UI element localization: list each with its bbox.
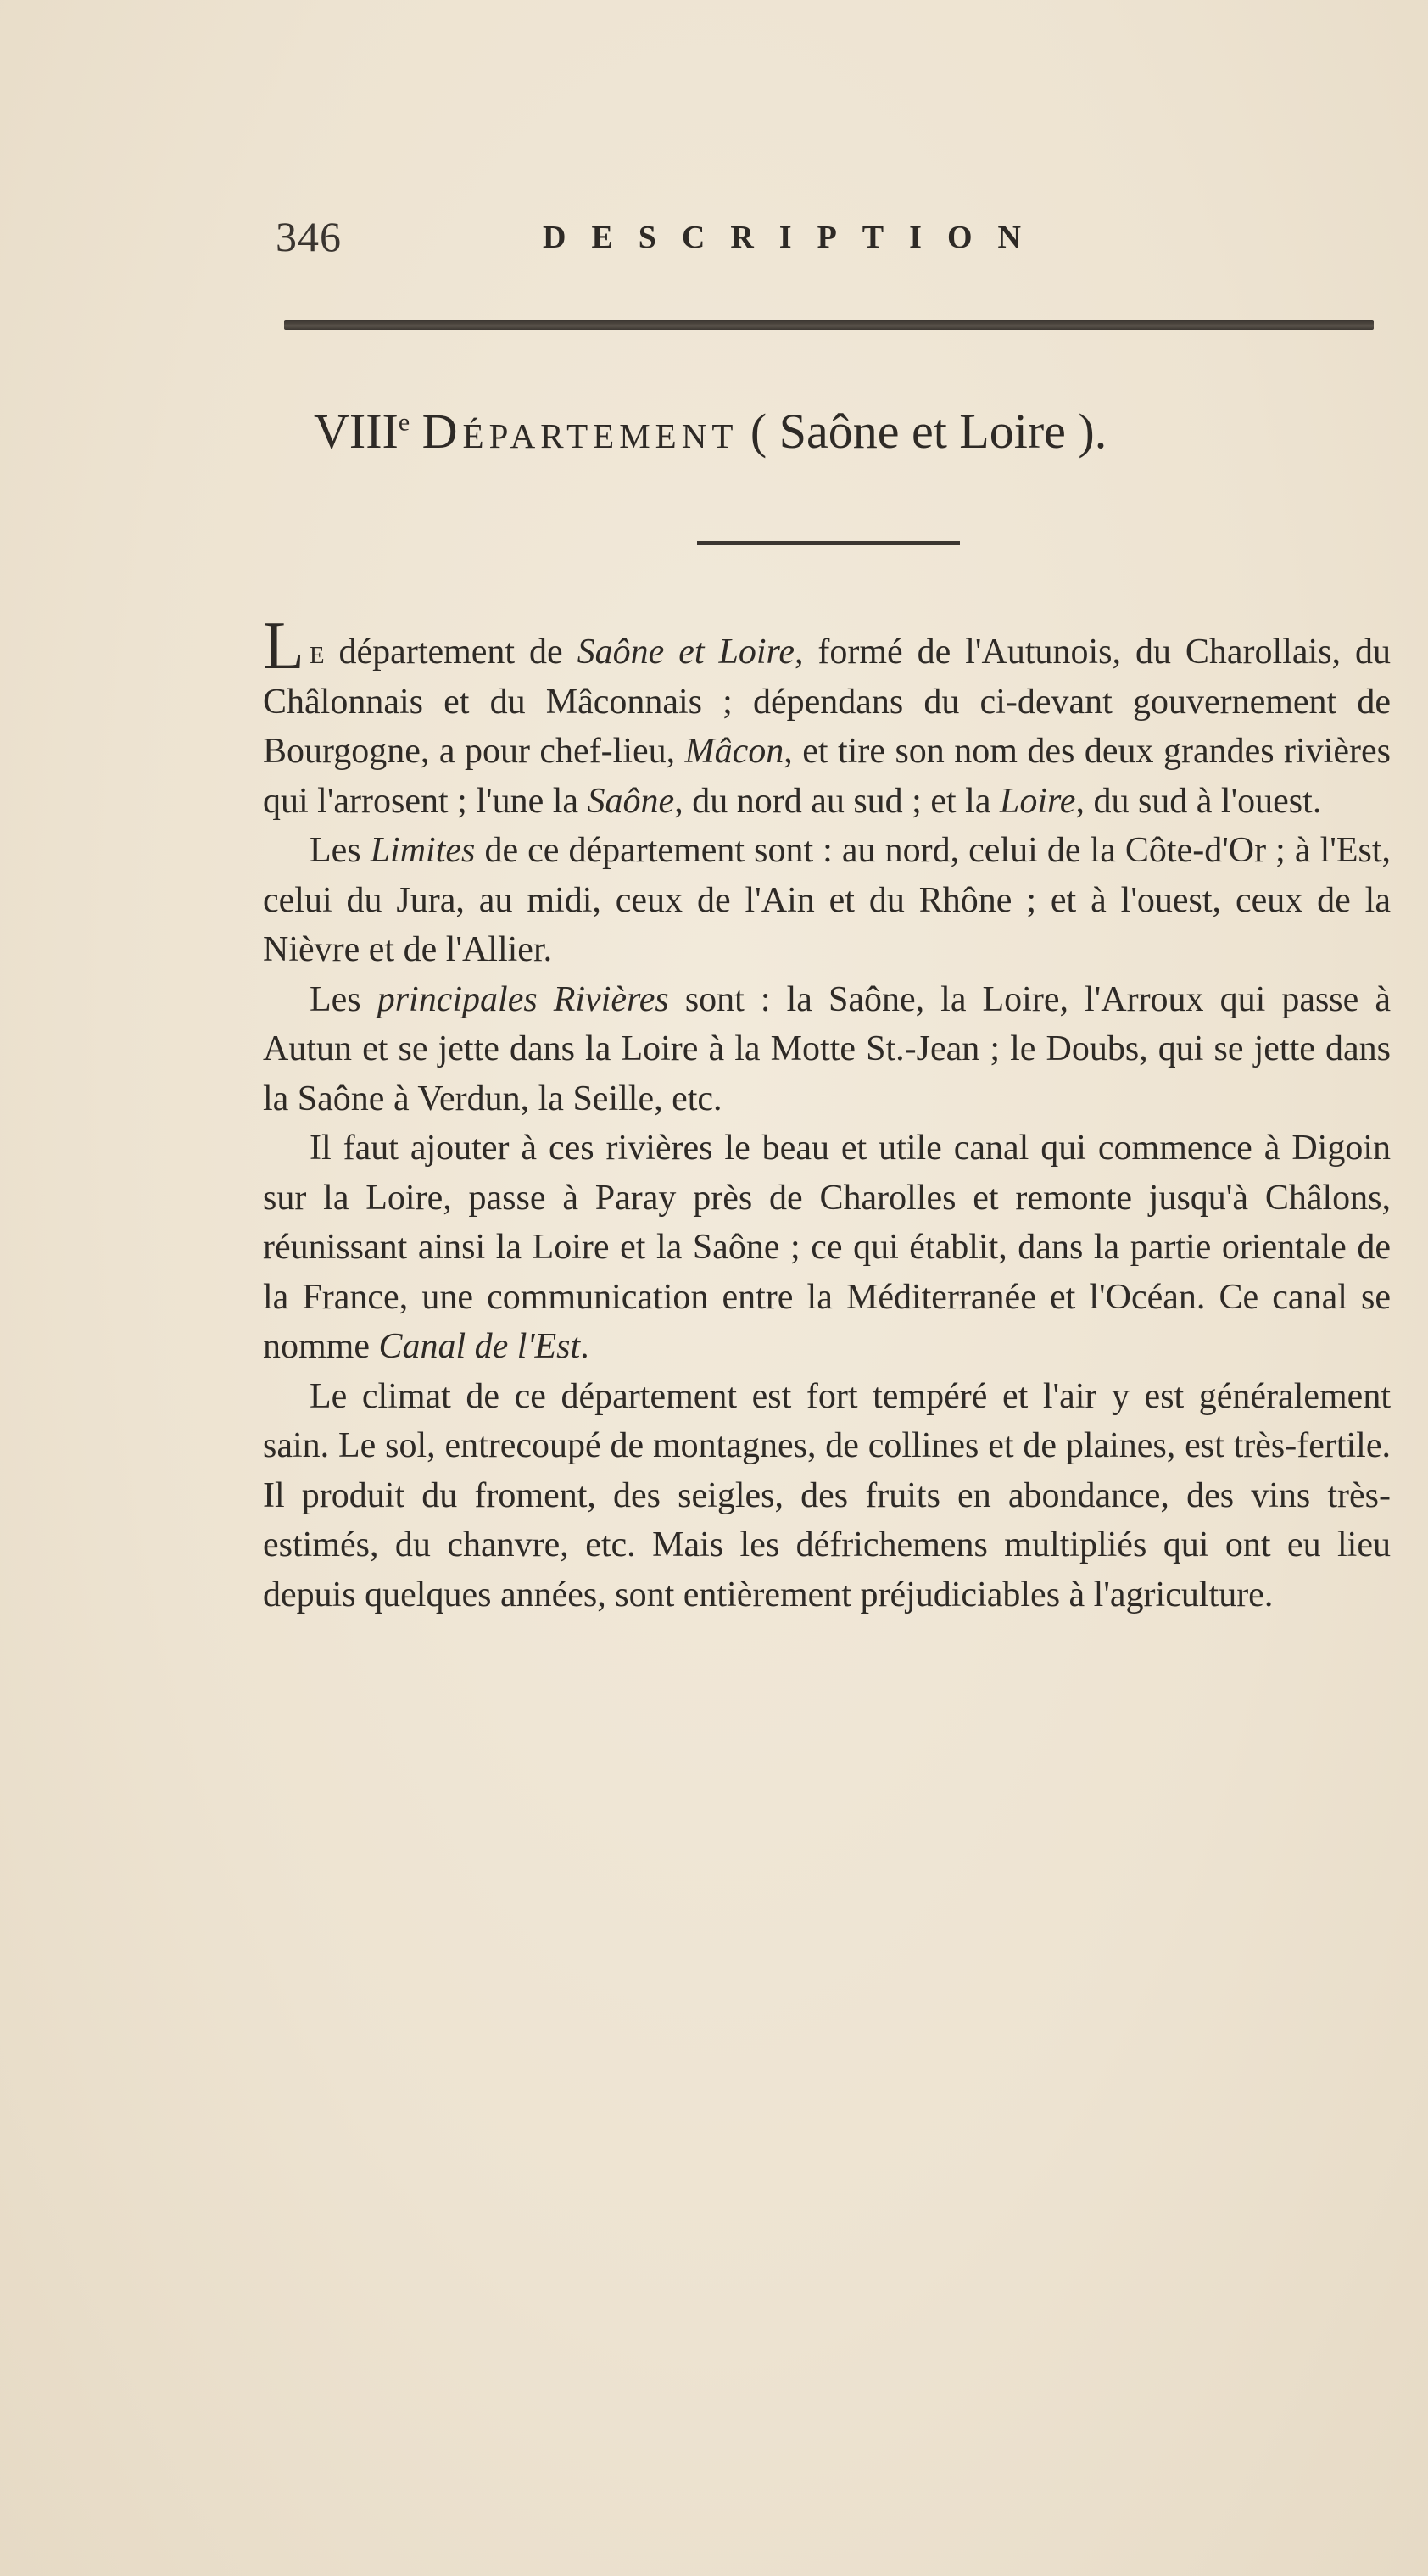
text-run: , et tire son nom des deux grandes rivières qui l'arrosent ; l'une la	[263, 732, 1391, 821]
running-title: DESCRIPTION	[543, 220, 1046, 255]
section-department-word: Département	[421, 404, 739, 459]
paragraph-intro	[263, 609, 1391, 826]
italic-run: Limites	[370, 831, 476, 870]
text-run: sont : la Saône, la Loire, l'Arroux qui passe à Autun et se jette dans la Loire à la Motte St.-Jean ; le Doubs, qui se jette dans la Saône à Verdun, la Seille, etc.	[263, 979, 1391, 1118]
section-divider	[697, 541, 960, 545]
paragraph-rivers	[263, 975, 1391, 1124]
paragraph-climate	[263, 1372, 1391, 1620]
text-run: Les	[310, 831, 371, 870]
text-run: de ce département sont : au nord, celui de la Côte-d'Or ; à l'Est, celui du Jura, au midi, ceux de l'Ain et du Rhône ; et à l'ouest, ceux de la Nièvre et de l'Allier.	[263, 831, 1391, 969]
paragraph-canal	[263, 1124, 1391, 1372]
text-run: Il faut ajouter à ces rivières le beau et utile canal qui commence à Digoin sur la Loire, passe à Paray près de Charolles et remonte jusqu'à Châlons, réunissant ainsi la Loire et la Saône ; ce qui établit, dans la partie orientale de la France, une communication entre la Méditerranée et l'Océan. Ce canal se nomme	[263, 1129, 1391, 1366]
drop-initial: L	[263, 609, 304, 683]
italic-run: Loire	[999, 781, 1076, 821]
text-run: .	[580, 1327, 589, 1366]
text-run: , du sud à l'ouest.	[1075, 781, 1322, 821]
text-run: Le climat de ce département est fort tempéré et l'air y est généralement sain. Le sol, entrecoupé de montagnes, de collines et de plaines, est très-fertile. Il produit du froment, des seigles, des fruits en abondance, des vins très-estimés, du chanvre, etc. Mais les défrichemens multipliés qui ont eu lieu depuis quelques années, sont entièrement préjudiciables à l'agriculture.	[263, 1376, 1391, 1614]
text-run: Les	[310, 979, 377, 1019]
italic-run: Mâcon	[684, 732, 784, 771]
header-rule	[284, 320, 1374, 330]
text-run: , du nord au sud ; et la	[674, 781, 1000, 821]
section-title	[314, 403, 1416, 460]
running-head	[276, 212, 1378, 263]
section-department-name: ( Saône et Loire ).	[750, 404, 1107, 459]
page-number: 346	[276, 213, 342, 260]
paragraph-limits	[263, 826, 1391, 975]
italic-run: Saône	[587, 781, 675, 821]
section-superscript: e	[398, 408, 410, 437]
text-run: département de	[324, 633, 577, 672]
italic-run: Saône et Loire	[577, 633, 795, 672]
italic-run: Canal de l'Est	[378, 1327, 581, 1366]
body-text	[263, 609, 1391, 1620]
text-run: , formé de l'Autunois, du Charollais, du Châlonnais et du Mâconnais ; dépendans du ci-devant gouvernement de Bourgogne, a pour chef-lieu,	[263, 633, 1391, 771]
initial-rest: e	[309, 633, 325, 672]
section-roman-numeral: VIII	[314, 404, 399, 459]
italic-run: principales Rivières	[377, 979, 669, 1019]
